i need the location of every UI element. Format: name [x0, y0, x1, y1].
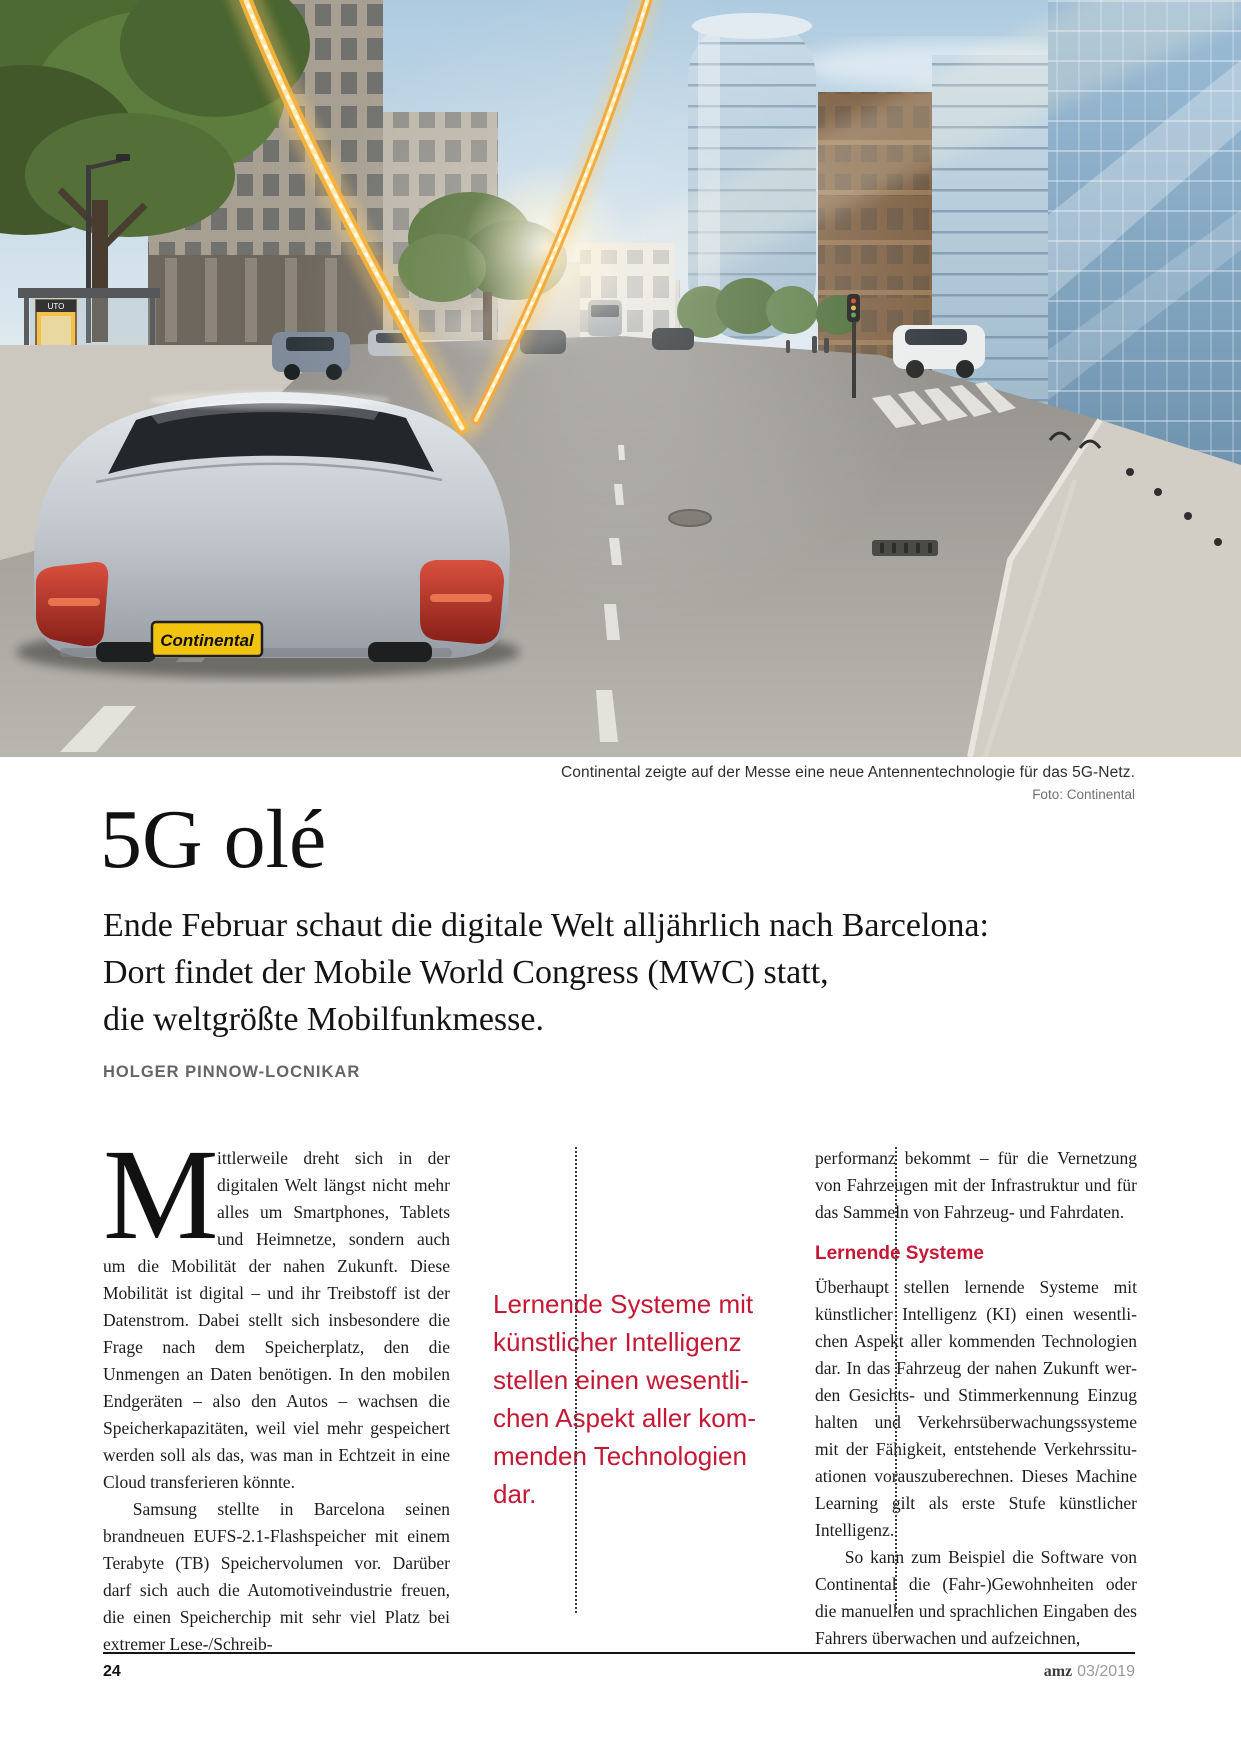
column-separator — [575, 1147, 577, 1613]
paragraph-text: ittlerweile dreht sich in der digitalen Welt längst nicht mehr alles um Smartphones, Tablets und Heimnetze, sondern auch um die Mobilität der nahen Zukunft. Diese Mobilität ist digital – und ihr Treibstoff ist der Datenstrom. Dabei stellt sich insbesondere die Frage nach dem Speicherplatz, den die Unmengen an Daten benötigen. In den mobilen Endgeräten – also den Autos – wachsen die Speicherkapazitäten, weil viel mehr gespeichert werden soll als das, was man in Echtzeit in eine Cloud transferieren könnte. — [103, 1148, 450, 1492]
pull-quote-line: chen Aspekt aller kom- — [493, 1403, 757, 1433]
body-paragraph: Überhaupt stellen lernende Systeme mit künstlicher Intelligenz (KI) einen wesentlichen Aspekt aller kommenden Technologien dar. In das Fahrzeug der nahen Zukunft werden Gesichts- und Stimmerkennung Einzug halten und Verkehrsüberwachungssysteme mit der Fähigkeit, entstehende Verkehrssituationen vorauszuberechnen. Dieses Machine Learning gilt als erste Stufe künstlicher Intelligenz. — [815, 1277, 1137, 1540]
pull-quote-line: künstlicher Intelligenz — [493, 1327, 742, 1357]
pull-quote — [493, 1285, 781, 1513]
column-2 — [493, 1145, 781, 1513]
standfirst-line: die weltgrößte Mobilfunkmesse. — [103, 1001, 544, 1038]
bus-stop-sign-text: UTO — [47, 302, 65, 311]
drop-cap: M — [103, 1123, 219, 1267]
pull-quote-line: dar. — [493, 1479, 537, 1509]
hero-photo — [0, 0, 1241, 757]
drain-grate — [872, 540, 938, 556]
license-plate-text: Continental — [160, 631, 254, 650]
body-paragraph: Samsung stellte in Barcelona seinen brandneuen EUFS-2.1-Flashspeicher mit einem Terabyte (TB) Speichervolumen vor. Darüber darf sich auch die Automotiveindustrie freuen, die einen Speicherchip mit sehr viel Platz bei extremer Lese-/Schreib- — [103, 1499, 450, 1654]
column-1 — [103, 1123, 450, 1658]
pull-quote-line: menden Technologien — [493, 1441, 747, 1471]
article-standfirst — [103, 902, 1135, 1043]
column-3 — [815, 1145, 1137, 1652]
pull-quote-line: Lernende Systeme mit — [493, 1289, 754, 1319]
issue-number: 03/2019 — [1077, 1663, 1135, 1680]
body-paragraph: So kann zum Beispiel die Software von Continental die (Fahr-)Gewohnheiten oder die manuellen und sprachlichen Eingaben des Fahrers überwachen und aufzeichnen, — [815, 1547, 1137, 1648]
footer-rule — [103, 1652, 1135, 1654]
photo-caption: Continental zeigte auf der Messe eine neue Antennentechnologie für das 5G-Netz. — [560, 764, 1135, 781]
article-headline: 5G olé — [100, 793, 327, 886]
section-heading: Lernende Systeme — [815, 1243, 984, 1264]
article-body — [103, 1123, 1137, 1654]
license-plate — [152, 622, 262, 656]
body-paragraph: performanz bekommt – für die Vernetzung von Fahrzeugen mit der Infrastruktur und für das Sammeln von Fahrzeug- und Fahrdaten. — [815, 1148, 1137, 1222]
photo-credit: Foto: Continental — [1032, 787, 1135, 802]
magazine-issue — [1044, 1663, 1135, 1681]
column-separator — [895, 1147, 897, 1613]
standfirst-line: Ende Februar schaut die digitale Welt alljährlich nach Barcelona: — [103, 907, 989, 944]
page-footer — [103, 1663, 1135, 1681]
magazine-name: amz — [1043, 1663, 1073, 1680]
body-paragraph — [103, 1123, 450, 1496]
page-number: 24 — [103, 1663, 121, 1680]
standfirst-line: Dort findet der Mobile World Congress (MWC) statt, — [103, 954, 829, 991]
pull-quote-line: stellen einen wesentli- — [493, 1365, 749, 1395]
author-byline: HOLGER PINNOW-LOCNIKAR — [103, 1063, 361, 1081]
